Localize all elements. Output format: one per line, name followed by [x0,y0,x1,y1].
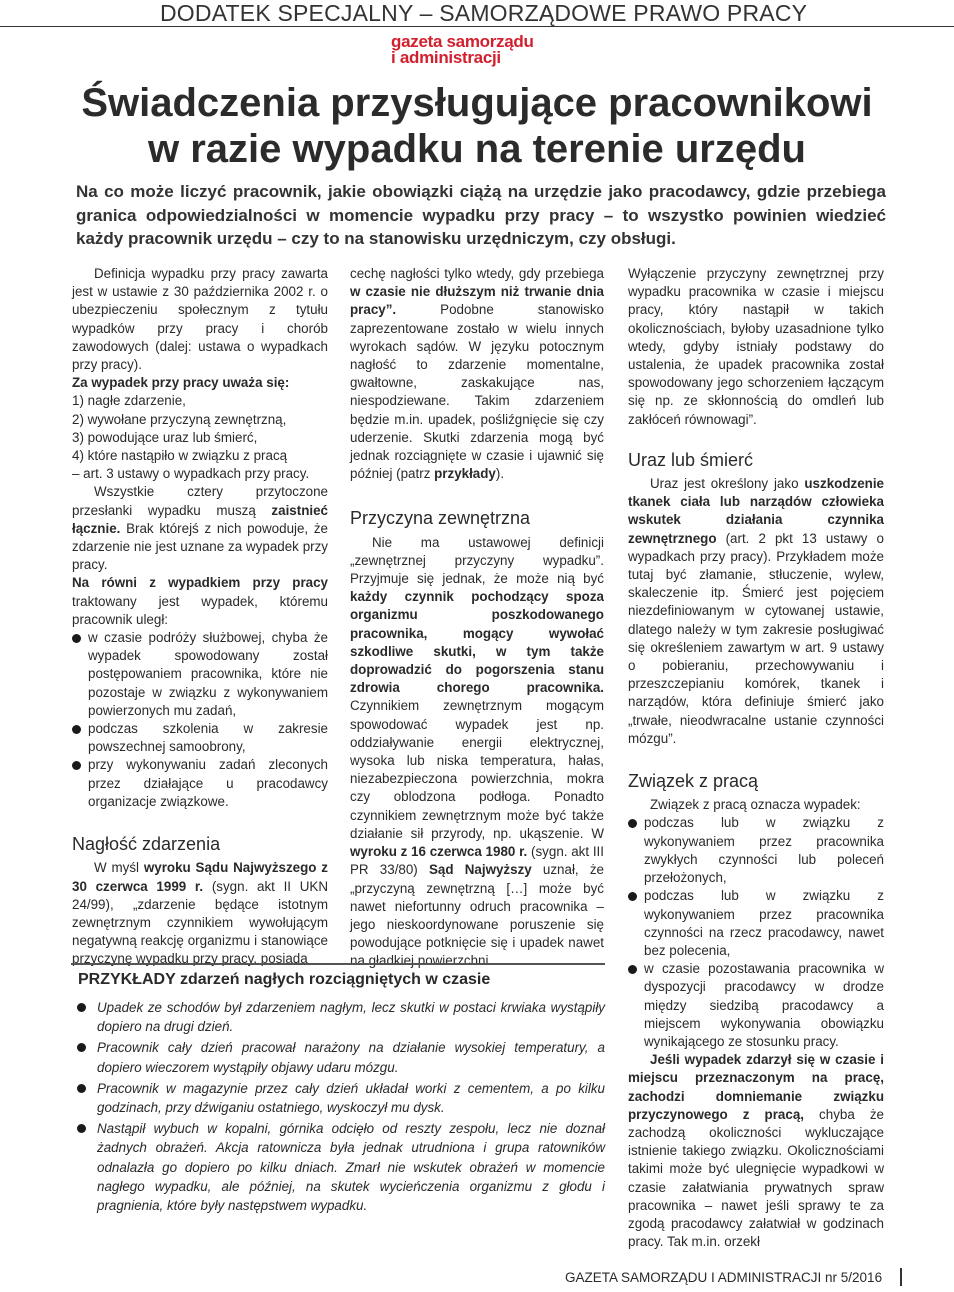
article-lead: Na co może liczyć pracownik, jakie obowiązki ciążą na urzędzie jako pracodawcy, gdzie przebiega granica odpowiedzialności w momencie wypadku przy pracy – to wszystko powinien wiedzieć każdy pracownik urzędu – czy to na stanowisku urzędniczym, czy obsługi. [76,182,886,248]
list-item: podczas szkolenia w zakresie powszechnej samoobrony, [72,720,328,756]
injury-paragraph: Uraz jest określony jako uszkodzenie tkanek ciała lub narządów człowieka wskutek działania czynnika zewnętrznego (art. 2 pkt 13 ustawy o wypadkach przy pracy). Przykładem może tutaj być złamanie, stłuczenie, wylew, skaleczenie itp. Śmierć jest pojęciem niezdefiniowanym w cytowanej ustawie, dlatego należy w tym zakresie posługiwać się określeniem zawartym w art. 9 ustawy o pobieraniu, przechowywaniu i przeszczepianiu komórek, tkanek i narządów, która definiuje śmierć jako „trwałe, nieodwracalne ustanie czynności mózgu”. [628,476,884,746]
section-heading-uraz: Uraz lub śmierć [628,449,754,470]
bullet-icon [72,725,81,734]
list-item: w czasie pozostawania pracownika w dyspozycji pracodawcy w drodze między siedzibą pracodawcy a miejscem wykonywania obowiązku wynikającego ze stosunku pracy. [628,960,884,1051]
continuation-paragraph: cechę nagłości tylko wtedy, gdy przebiega w czasie nie dłuższym niż trwanie dnia pracy”. Podobne stanowisko zaprezentowane zostało w wielu innych wyrokach sądów. W języku potocznym nagłość to zdarzenie momentalne, gwałtowne, zaskakujące nas, niespodziewane. Takim zdarzeniem będzie m.in. upadek, pośliźgnięcie się czy uderzenie. Skutki zdarzenia mogą być jednak rozciągnięte w czasie i ujawnić się później (patrz przykłady). [350,266,604,482]
definition-item: 3) powodujące uraz lub śmierć, [72,429,258,445]
example-item: Pracownik cały dzień pracował narażony na działanie wysokiej temperatury, a dopiero wieczorem wystąpiły objawy udaru mózgu. [77,1038,605,1076]
list-item: w czasie podróży służbowej, chyba że wypadek spowodowany został postępowaniem pracownika, które nie pozostaje w związku z wykonywaniem powierzonych mu zadań, [72,629,328,720]
premises-paragraph: Wszystkie cztery przytoczone przesłanki wypadku muszą zaistnieć łącznie. Brak którejś z nich powoduje, że zdarzenie nie jest uznane za wypadek przy pracy. [72,484,328,573]
suddenness-paragraph: W myśl wyroku Sądu Najwyższego z 30 czerwca 1999 r. (sygn. akt II UKN 24/99), „zdarzenie będące istotnym zewnętrznym czynnikiem wywołującym negatywną reakcję organizmu i stanowiące przyczynę wypadku przy pracy, posiada [72,860,329,967]
examples-title: PRZYKŁADY zdarzeń nagłych rozciągniętych w czasie [71,963,605,994]
bullet-icon [77,1084,86,1093]
definition-item: 4) które nastąpiło w związku z pracą [72,448,288,464]
footer-divider [900,1268,902,1286]
bullet-icon [628,819,637,828]
column-2 [350,265,604,971]
presumption-paragraph: Jeśli wypadek zdarzył się w czasie i miejscu przeznaczonym na pracę, zachodzi domniemanie związku przyczynowego z pracą, chyba że zachodzą okoliczności wykluczające istnienie takiego związku. Okolicznościami takimi może być ulegnięcie wypadkowi w czasie załatwiania prywatnych spraw pracownika – nawet jeśli sprawy te za zgodą pracodawcy załatwiał w godzinach pracy. Tak m.in. orzekł [628,1052,884,1250]
examples-list [71,994,605,1215]
example-item: Upadek ze schodów był zdarzeniem nagłym, lecz skutki w postaci krwiaka wystąpiły dopiero na drugi dzień. [77,998,605,1036]
definition-item: 1) nagłe zdarzenie, [72,393,186,409]
section-heading-naglosc: Nagłość zdarzenia [72,834,221,855]
article-title [60,80,894,172]
section-title: DODATEK SPECJALNY – SAMORZĄDOWE PRAWO PRACY [160,0,808,26]
list-item: podczas lub w związku z wykonywaniem przez pracownika czynności na rzecz pracodawcy, nawet bez polecenia, [628,887,884,960]
article-title-line-2: w razie wypadku na terenie urzędu [148,127,806,171]
definition-lead: Za wypadek przy pracy uważa się: [72,375,290,391]
bullet-icon [628,892,637,901]
bullet-icon [72,634,81,643]
equivalent-paragraph: Na równi z wypadkiem przy pracy traktowany jest wypadek, któremu pracownik uległ: [72,575,328,627]
examples-box [71,963,605,1217]
section-heading-przyczyna: Przyczyna zewnętrzna [350,508,531,529]
definition-item: 2) wywołane przyczyną zewnętrzną, [72,411,287,427]
section-header [0,0,954,27]
page-footer: GAZETA SAMORZĄDU I ADMINISTRACJI nr 5/2016 [565,1270,883,1285]
example-item: Nastąpił wybuch w kopalni, górnika odcięło od reszty zespołu, lecz nie doznał żadnych obrażeń. Akcja ratownicza była jednak utrudniona i grupa ratowników odnalazła go dopiero po kilku dniach. Zmarł nie wskutek obrażeń w momencie nagłego wypadku, ale później, na skutek wycieńczenia organizmu z głodu i pragnienia, które były następstwem wypadku. [77,1119,605,1215]
exclusion-paragraph: Wyłączenie przyczyny zewnętrznej przy wypadku pracownika w czasie i miejscu pracy, który nastąpił w takich okolicznościach, byłoby uzasadnione tylko wtedy, gdyby istniały podstawy do ustalenia, że upadek pracownika został spowodowany jego schorzeniem łączącym się np. ze skłonnością do omdleń lub zakłóceń równowagi”. [628,266,884,427]
header-rule [0,26,954,27]
bullet-icon [77,1043,86,1052]
list-item: przy wykonywaniu zadań zleconych przez działające u pracodawcy organizacje związkowe. [72,756,328,811]
publication-logo [391,34,536,66]
external-cause-paragraph: Nie ma ustawowej definicji „zewnętrznej przyczyny wypadku”. Przyjmuje się jednak, że może nią być każdy czynnik pochodzący spoza organizmu poszkodowanego pracownika, mogący wywołać szkodliwe skutki, w tym także doprowadzić do pogorszenia stanu zdrowia chorego pracownika. Czynnikiem zewnętrznym mogącym spowodować wypadek jest np. oddziaływanie energii elektrycznej, wysoka lub niska temperatura, hałas, niezabezpieczona powierzchnia, mokra czy oblodzona podłoga. Ponadto czynnikiem zewnętrznym może być także działanie sił przyrody, np. ukąszenie. W wyroku z 16 czerwca 1980 r. (sygn. akt III PR 33/80) Sąd Najwyższy uznał, że „przyczyną zewnętrzną […] może być nawet niefortunny odruch pracownika – jego nieskoordynowane poruszenie się powodujące potknięcie się i upadek nawet na gładkiej powierzchni. [350,534,604,969]
column-1 [72,265,328,969]
section-heading-zwiazek: Związek z pracą [628,771,759,792]
example-item: Pracownik w magazynie przez cały dzień układał worki z cementem, a po kilku godzinach, przy dźwiganiu ostatniego, wyskoczył mu dysk. [77,1079,605,1117]
column-3 [628,265,884,1251]
article-title-line-1: Świadczenia przysługujące pracownikowi [81,81,873,125]
list-item: podczas lub w związku z wykonywaniem przez pracownika zwykłych czynności lub poleceń przełożonych, [628,814,884,887]
bullet-icon [77,1124,86,1133]
bullet-icon [628,965,637,974]
logo-line-1: gazeta samorządu [391,32,534,51]
work-relation-intro: Związek z pracą oznacza wypadek: [650,797,861,813]
definition-reference: – art. 3 ustawy o wypadkach przy pracy. [72,466,310,482]
logo-line-2: i administracji [391,48,501,67]
bullet-icon [72,761,81,770]
bullet-icon [77,1003,86,1012]
intro-paragraph: Definicja wypadku przy pracy zawarta jest w ustawie z 30 października 2002 r. o ubezpieczeniu społecznym z tytułu wypadków przy pracy i chorób zawodowych (dalej: ustawa o wypadkach przy pracy). [72,266,328,373]
